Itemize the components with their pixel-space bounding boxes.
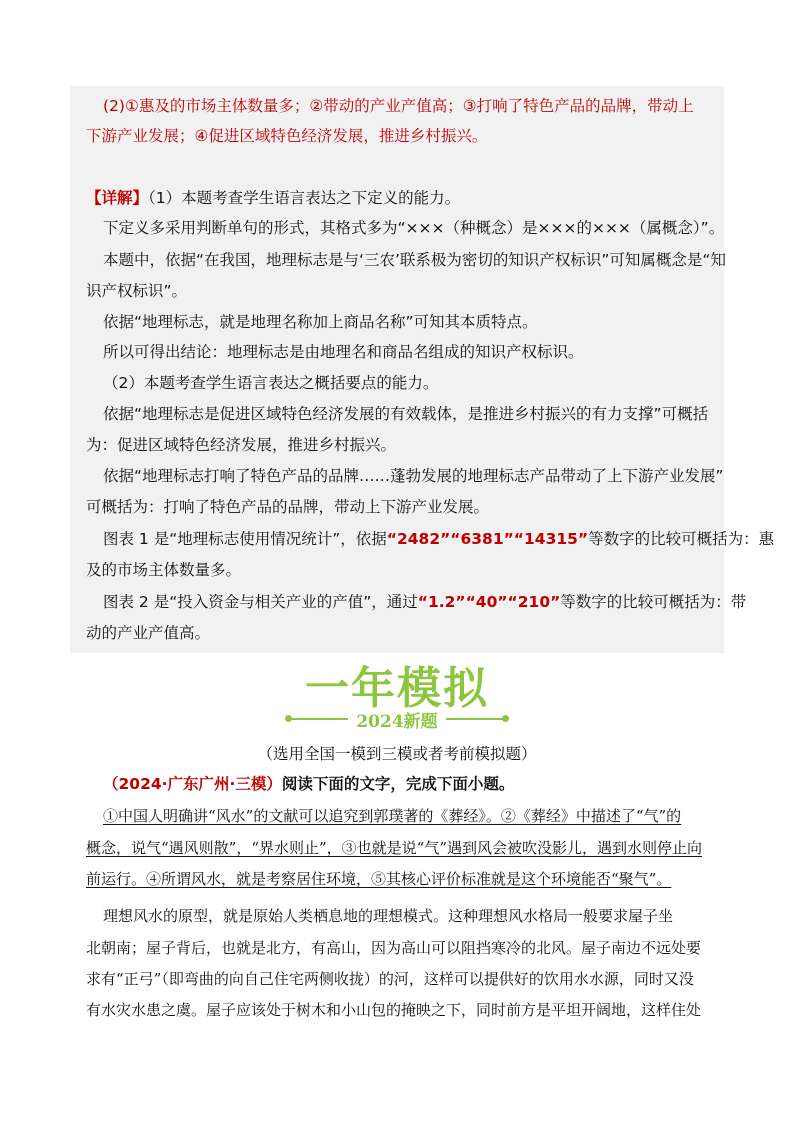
detail-line-15: 动的产业产值高。 — [86, 624, 211, 642]
answer-line-2: 下游产业发展；④促进区域特色经济发展，推进乡村振兴。 — [86, 127, 488, 145]
divider-left — [288, 718, 348, 720]
detail-line-13: 及的市场主体数量多。 — [86, 561, 242, 579]
detail-line-3: 本题中，依据“在我国，地理标志是与‘三农’联系极为密切的知识产权标识”可知属概念是“知 — [103, 251, 726, 269]
section-title: 一年模拟 — [305, 663, 489, 714]
section-subtitle: 2024新题 — [356, 711, 438, 732]
detail-line-14: 图表 2 是“投入资金与相关产业的产值”，通过“1.2”“40”“210”等数字的比较可概括为：带 — [103, 593, 747, 611]
detail-line-11: 可概括为：打响了特色产品的品牌，带动上下游产业发展。 — [86, 498, 490, 516]
question-source: （2024·广东广州·三模） — [103, 775, 282, 793]
detail-line-8: 依据“地理标志是促进区域特色经济发展的有效载体，是推进乡村振兴的有力支撑”可概括 — [103, 405, 709, 423]
question-instruction: 阅读下面的文字，完成下面小题。 — [281, 775, 515, 793]
passage-p1-line3: 前运行。④所谓风水，就是考察居住环境，⑤其核心评价标准就是这个环境能否“聚气”。 — [86, 870, 672, 888]
detail-line-12: 图表 1 是“地理标志使用情况统计”，依据“2482”“6381”“14315”等数字的比较可概括为：惠 — [103, 530, 775, 548]
answer-line-1: (2)①惠及的市场主体数量多；②带动的产业产值高；③打响了特色产品的品牌，带动上 — [103, 97, 694, 115]
detail-line-9: 为：促进区域特色经济发展，推进乡村振兴。 — [86, 436, 397, 454]
divider-right — [446, 718, 506, 720]
passage-p2-line4: 有水灾水患之虞。屋子应该处于树木和小山包的掩映之下，同时前方是平坦开阔地，这样住处 — [86, 1001, 702, 1019]
detail-line-6: 所以可得出结论：地理标志是由地理名和商品名组成的知识产权标识。 — [103, 343, 584, 361]
detail-line-1: 【详解】（1）本题考查学生语言表达之下定义的能力。 — [86, 189, 461, 207]
passage-p1-line2: 概念，说气“遇风则散”，“界水则止”，③也就是说“气”遇到风会被吹没影儿，遇到水则停止向 — [86, 839, 703, 857]
chart1-numbers: “2482”“6381”“14315” — [386, 530, 589, 548]
passage-p1-line1: ①中国人明确讲“风水”的文献可以追究到郭璞著的《葬经》。②《葬经》中描述了“气”的 — [103, 807, 682, 825]
detail-line-2: 下定义多采用判断单句的形式，其格式多为“×××（种概念）是×××的×××（属概念）”。 — [103, 219, 725, 237]
detail-line-10: 依据“地理标志打响了特色产品的品牌……蓬勃发展的地理标志产品带动了上下游产业发展” — [103, 467, 724, 485]
detail-line-4: 识产权标识”。 — [86, 282, 188, 300]
passage-p2-line3: 求有“正弓”（即弯曲的向自己住宅两侧收拢）的河，这样可以提供好的饮用水水源，同时又没 — [86, 970, 694, 988]
chart2-numbers: “1.2”“40”“210” — [417, 593, 561, 611]
detail-line-7: （2）本题考查学生语言表达之概括要点的能力。 — [103, 374, 439, 392]
question-header — [103, 774, 514, 794]
detail-line-5: 依据“地理标志，就是地理名称加上商品名称”可知其本质特点。 — [103, 313, 538, 331]
section-note: （选用全国一模到三模或者考前模拟题） — [257, 745, 537, 763]
passage-p2-line1: 理想风水的原型，就是原始人类栖息地的理想模式。这种理想风水格局一般要求屋子坐 — [103, 907, 674, 925]
passage-p2-line2: 北朝南；屋子背后，也就是北方，有高山，因为高山可以阻挡寒冷的北风。屋子南边不远处要 — [86, 939, 702, 957]
section-subtitle-row — [0, 706, 794, 732]
detail-label: 【详解】 — [86, 189, 149, 207]
